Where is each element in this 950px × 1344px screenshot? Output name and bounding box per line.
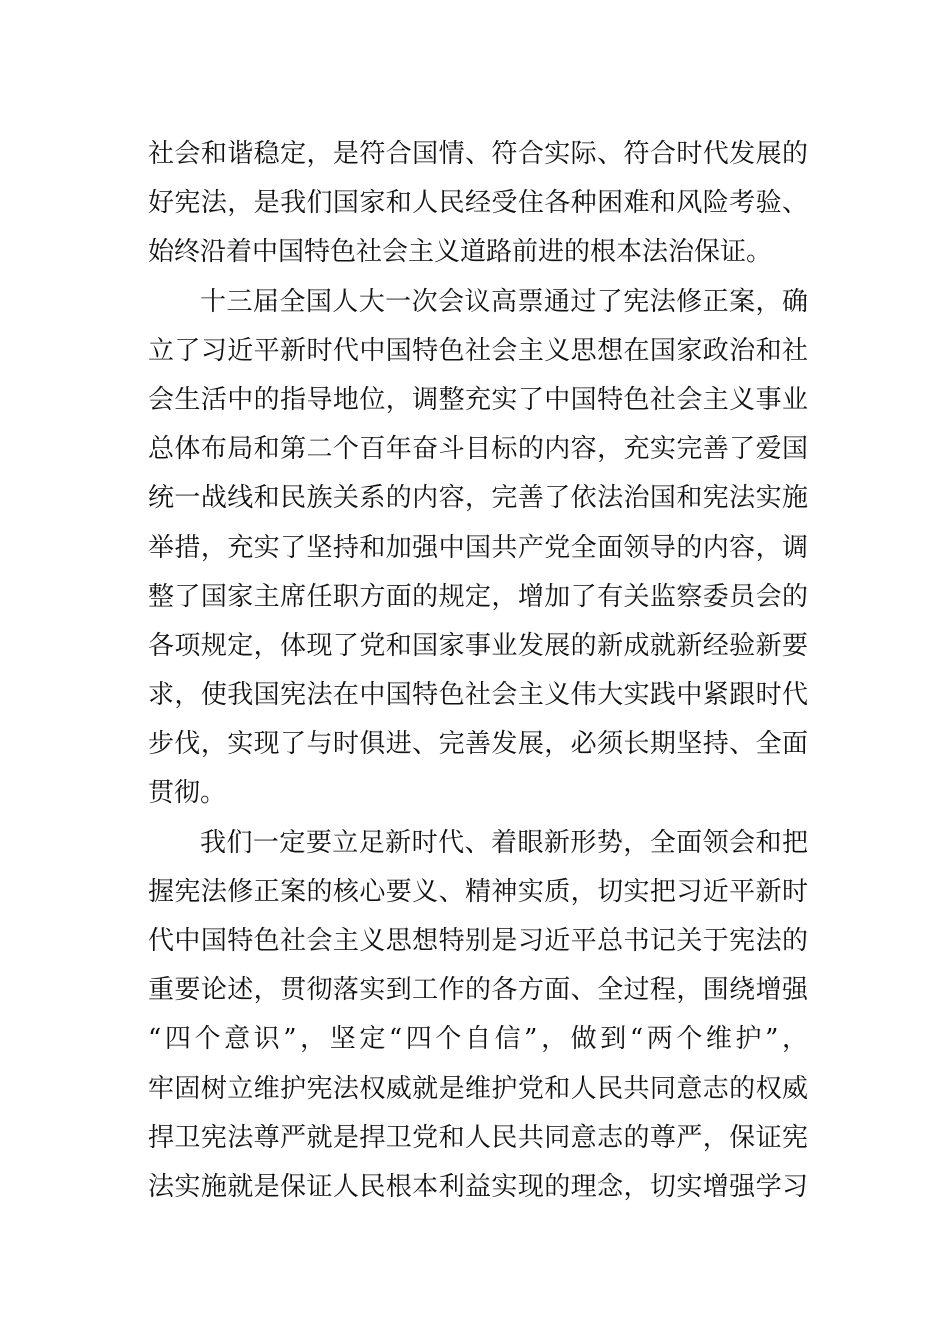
- text-line: 始终沿着中国特色社会主义道路前进的根本法治保证。: [148, 237, 773, 268]
- paragraph-first-line: 我们一定要立足新时代、着眼新形势，全面领会和把: [200, 827, 808, 858]
- text-line: 法实施就是保证人民根本利益实现的理念，切实增强学习: [148, 1171, 808, 1202]
- text-line: 求，使我国宪法在中国特色社会主义伟大实践中紧跟时代: [148, 680, 808, 711]
- text-line: 各项规定，体现了党和国家事业发展的新成就新经验新要: [148, 630, 808, 661]
- text-line: 代中国特色社会主义思想特别是习近平总书记关于宪法的: [148, 926, 808, 956]
- body-text: [148, 130, 808, 1212]
- text-line: 捍卫宪法尊严就是捍卫党和人民共同意志的尊严，保证宪: [148, 1122, 808, 1153]
- text-line: 贯彻。: [148, 778, 227, 809]
- text-line: 统一战线和民族关系的内容，完善了依法治国和宪法实施: [148, 483, 808, 514]
- text-line: 整了国家主席任职方面的规定，增加了有关监察委员会的: [148, 581, 808, 612]
- paragraph-first-line: 十三届全国人大一次会议高票通过了宪法修正案，确: [200, 286, 808, 317]
- text-line: 立了习近平新时代中国特色社会主义思想在国家政治和社: [148, 335, 808, 366]
- text-line: 总体布局和第二个百年奋斗目标的内容，充实完善了爱国: [148, 434, 808, 465]
- text-line: 重要论述，贯彻落实到工作的各方面、全过程，围绕增强: [148, 975, 808, 1006]
- text-line: 举措，充实了坚持和加强中国共产党全面领导的内容，调: [148, 532, 808, 563]
- text-line: 社会和谐稳定，是符合国情、符合实际、符合时代发展的: [148, 139, 808, 169]
- text-line: 牢固树立维护宪法权威就是维护党和人民共同意志的权威: [148, 1073, 808, 1104]
- text-line: 好宪法，是我们国家和人民经受住各种困难和风险考验、: [148, 188, 808, 219]
- text-line: 会生活中的指导地位，调整充实了中国特色社会主义事业: [148, 384, 808, 415]
- text-line: 步伐，实现了与时俱进、完善发展，必须长期坚持、全面: [148, 729, 808, 760]
- text-line: 握宪法修正案的核心要义、精神实质，切实把习近平新时: [148, 876, 808, 907]
- text-line: “四个意识”，坚定“四个自信”，做到“两个维护”，: [148, 1024, 808, 1055]
